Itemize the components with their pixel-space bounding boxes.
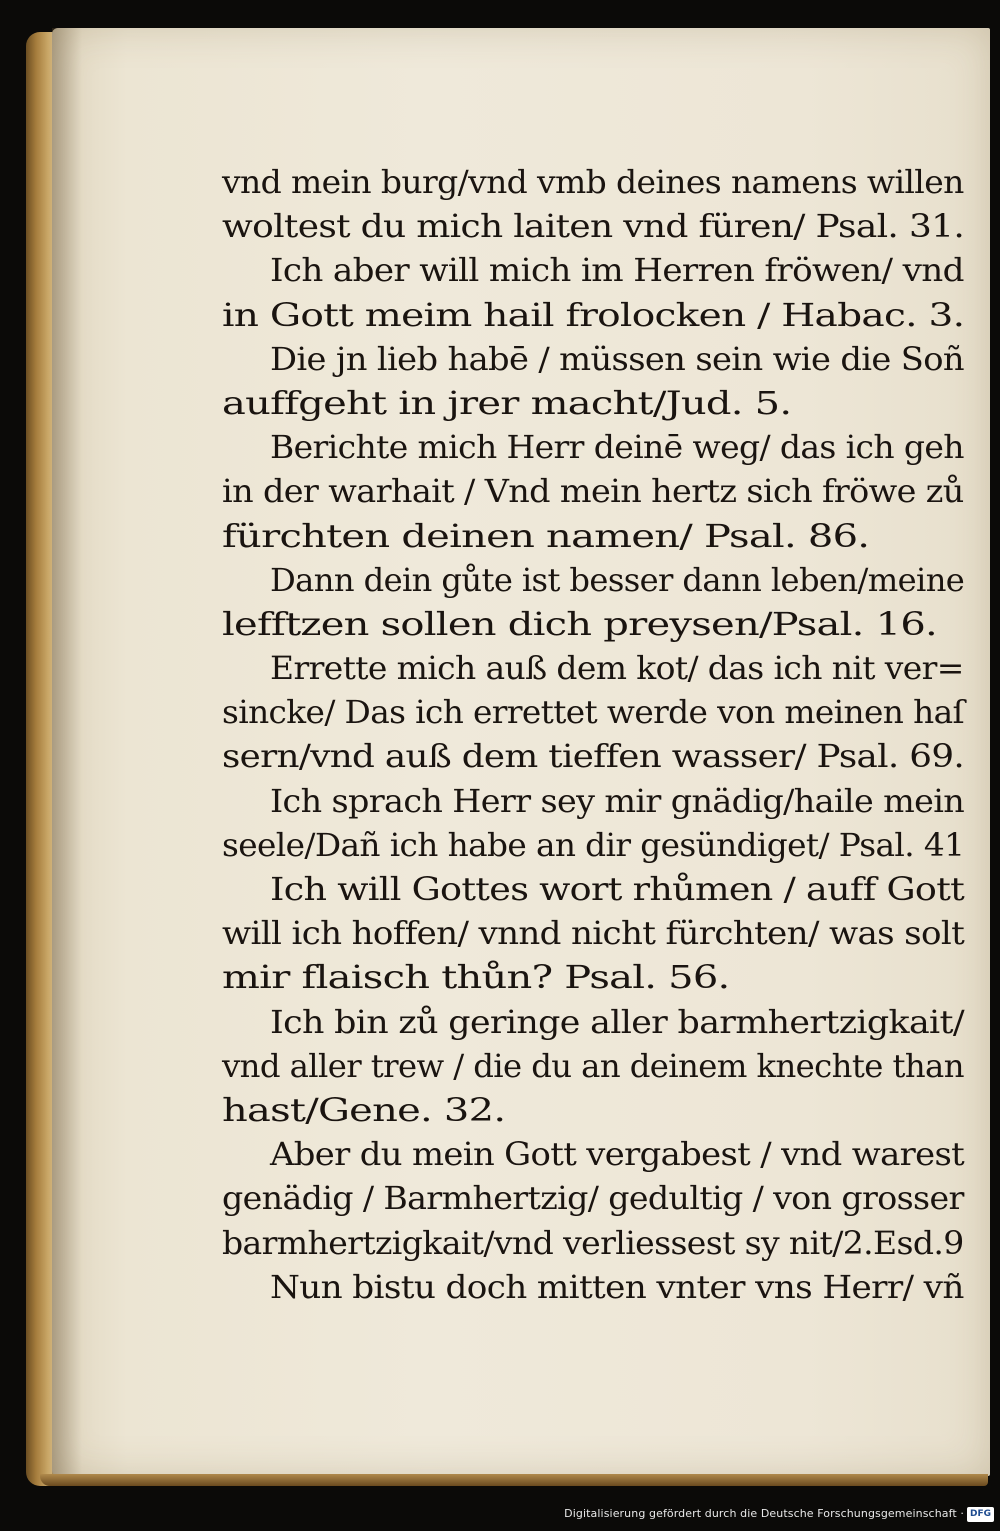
text-line: lefftzen sollen dich preysen/Psal. 16. xyxy=(222,604,937,643)
text-line: Aber du mein Gott vergabest / vnd warest xyxy=(270,1135,965,1174)
text-line: Nun bistu doch mitten vnter vns Herr/ vñ xyxy=(270,1267,964,1306)
text-line: fürchten deinen namen/ Psal. 86. xyxy=(222,516,870,555)
text-line: sincke/ Das ich errettet werde von meinen haſ xyxy=(222,693,965,732)
text-line: woltest du mich laiten vnd füren/ Psal. 31. xyxy=(222,207,965,246)
text-line: sern/vnd auß dem tieffen wasser/ Psal. 69. xyxy=(222,737,965,776)
text-line: Ich aber will mich im Herren fröwen/ vnd xyxy=(270,251,964,290)
text-line: Ich will Gottes wort rhůmen / auff Gott xyxy=(270,870,965,908)
dfg-logo: DFG xyxy=(967,1507,994,1522)
footer-bar xyxy=(0,1491,1000,1531)
text-line: Ich bin zů geringe aller barmhertzigkait/ xyxy=(270,1002,964,1041)
text-line: Berichte mich Herr deinē weg/ das ich geh xyxy=(270,428,964,467)
page-text-block xyxy=(222,160,970,1309)
text-line: hast/Gene. 32. xyxy=(222,1090,506,1129)
text-line: in der warhait / Vnd mein hertz sich fröwe zů xyxy=(222,472,964,511)
text-line: Ich sprach Herr sey mir gnädig/haile mein xyxy=(270,781,965,820)
text-line: Errette mich auß dem kot/ das ich nit ver= xyxy=(270,649,964,688)
text-line: in Gott meim hail frolocken / Habac. 3. xyxy=(222,295,965,334)
book-bottom-edge xyxy=(40,1474,988,1486)
text-line: will ich hoffen/ vnnd nicht fürchten/ was solt xyxy=(222,914,965,953)
text-line: barmhertzigkait/vnd verliessest sy nit/2.Esd.9 xyxy=(222,1223,964,1262)
funding-credit: Digitalisierung gefördert durch die Deutsche Forschungsgemeinschaft · xyxy=(564,1507,964,1520)
text-line: genädig / Barmhertzig/ gedultig / von grosser xyxy=(222,1179,964,1218)
text-line: seele/Dañ ich habe an dir gesündiget/ Psal. 41 xyxy=(222,825,965,864)
text-line: Die jn lieb habē / müssen sein wie die Soñ xyxy=(270,339,964,378)
text-line: Dann dein gůte ist besser dann leben/meine xyxy=(270,560,965,599)
text-line: auffgeht in jrer macht/Jud. 5. xyxy=(222,383,792,422)
text-line: mir flaisch thůn? Psal. 56. xyxy=(222,958,730,997)
text-line: vnd aller trew / die du an deinem knechte than xyxy=(222,1046,964,1085)
text-line: vnd mein burg/vnd vmb deines namens willen xyxy=(222,163,964,201)
